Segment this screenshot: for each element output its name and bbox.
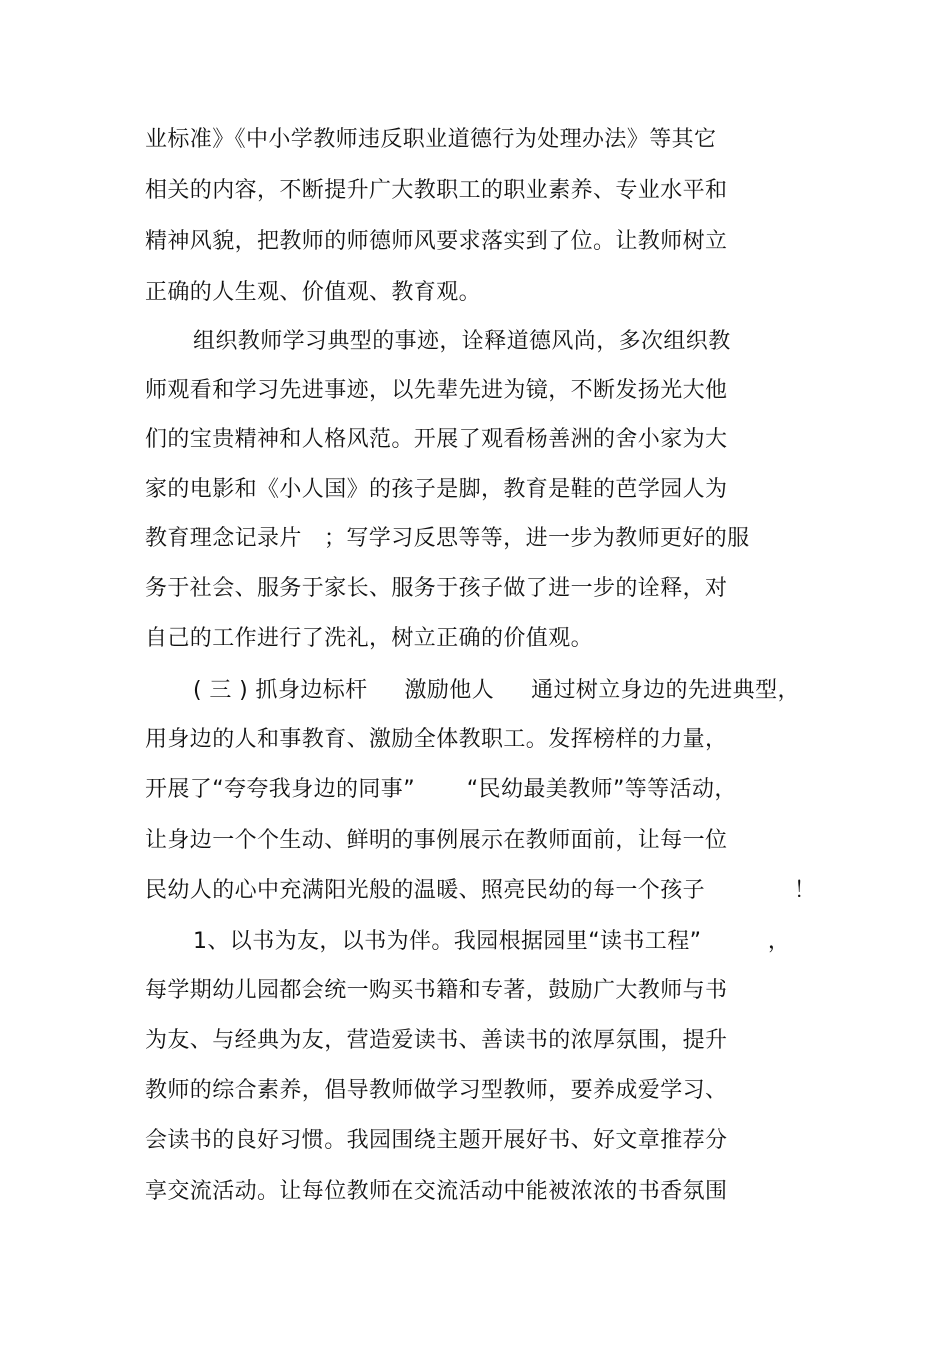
- text-line: 务于社会、服务于家长、服务于孩子做了进一步的诠释，对: [145, 576, 728, 601]
- list-item-line: 1、以书为友，以书为伴。我园根据园里“读书工程” ，: [193, 929, 791, 954]
- paragraph-start-line: 组织教师学习典型的事迹，诠释道德风尚，多次组织教: [193, 329, 731, 354]
- text-line: 用身边的人和事教育、激励全体教职工。发挥榜样的力量，: [145, 727, 728, 752]
- text-line: 们的宝贵精神和人格风范。开展了观看杨善洲的舍小家为大: [145, 427, 728, 452]
- text-line: 为友、与经典为友，营造爱读书、善读书的浓厚氛围，提升: [145, 1028, 728, 1053]
- text-line: 师观看和学习先进事迹，以先辈先进为镜，不断发扬光大他: [145, 378, 728, 403]
- text-line: 每学期幼儿园都会统一购买书籍和专著，鼓励广大教师与书: [145, 978, 728, 1003]
- text-line: 教育理念记录片 ；写学习反思等等，进一步为教师更好的服: [145, 526, 750, 551]
- text-line: 自己的工作进行了洗礼，树立正确的价值观。: [145, 626, 594, 651]
- text-line: 家的电影和《小人国》的孩子是脚，教育是鞋的芭学园人为: [145, 477, 728, 502]
- text-line: 精神风貌，把教师的师德师风要求落实到了位。让教师树立: [145, 229, 728, 254]
- text-line: 会读书的良好习惯。我园围绕主题开展好书、好文章推荐分: [145, 1128, 728, 1153]
- text-line: 开展了“夸夸我身边的同事” “民幼最美教师”等等活动，: [145, 777, 737, 802]
- text-line: 相关的内容，不断提升广大教职工的职业素养、专业水平和: [145, 178, 728, 203]
- text-line: 享交流活动。让每位教师在交流活动中能被浓浓的书香氛围: [145, 1179, 728, 1204]
- text-line: 业标准》《中小学教师违反职业道德行为处理办法》等其它: [145, 127, 717, 152]
- text-line: 让身边一个个生动、鲜明的事例展示在教师面前，让每一位: [145, 828, 728, 853]
- text-line: 正确的人生观、价值观、教育观。: [145, 280, 482, 305]
- section-heading-line: ( 三 ) 抓身边标杆 激励他人 通过树立身边的先进典型，: [193, 678, 800, 703]
- text-line: 教师的综合素养，倡导教师做学习型教师，要养成爱学习、: [145, 1078, 728, 1103]
- text-line: 民幼人的心中充满阳光般的温暖、照亮民幼的每一个孩子 ！: [145, 878, 817, 903]
